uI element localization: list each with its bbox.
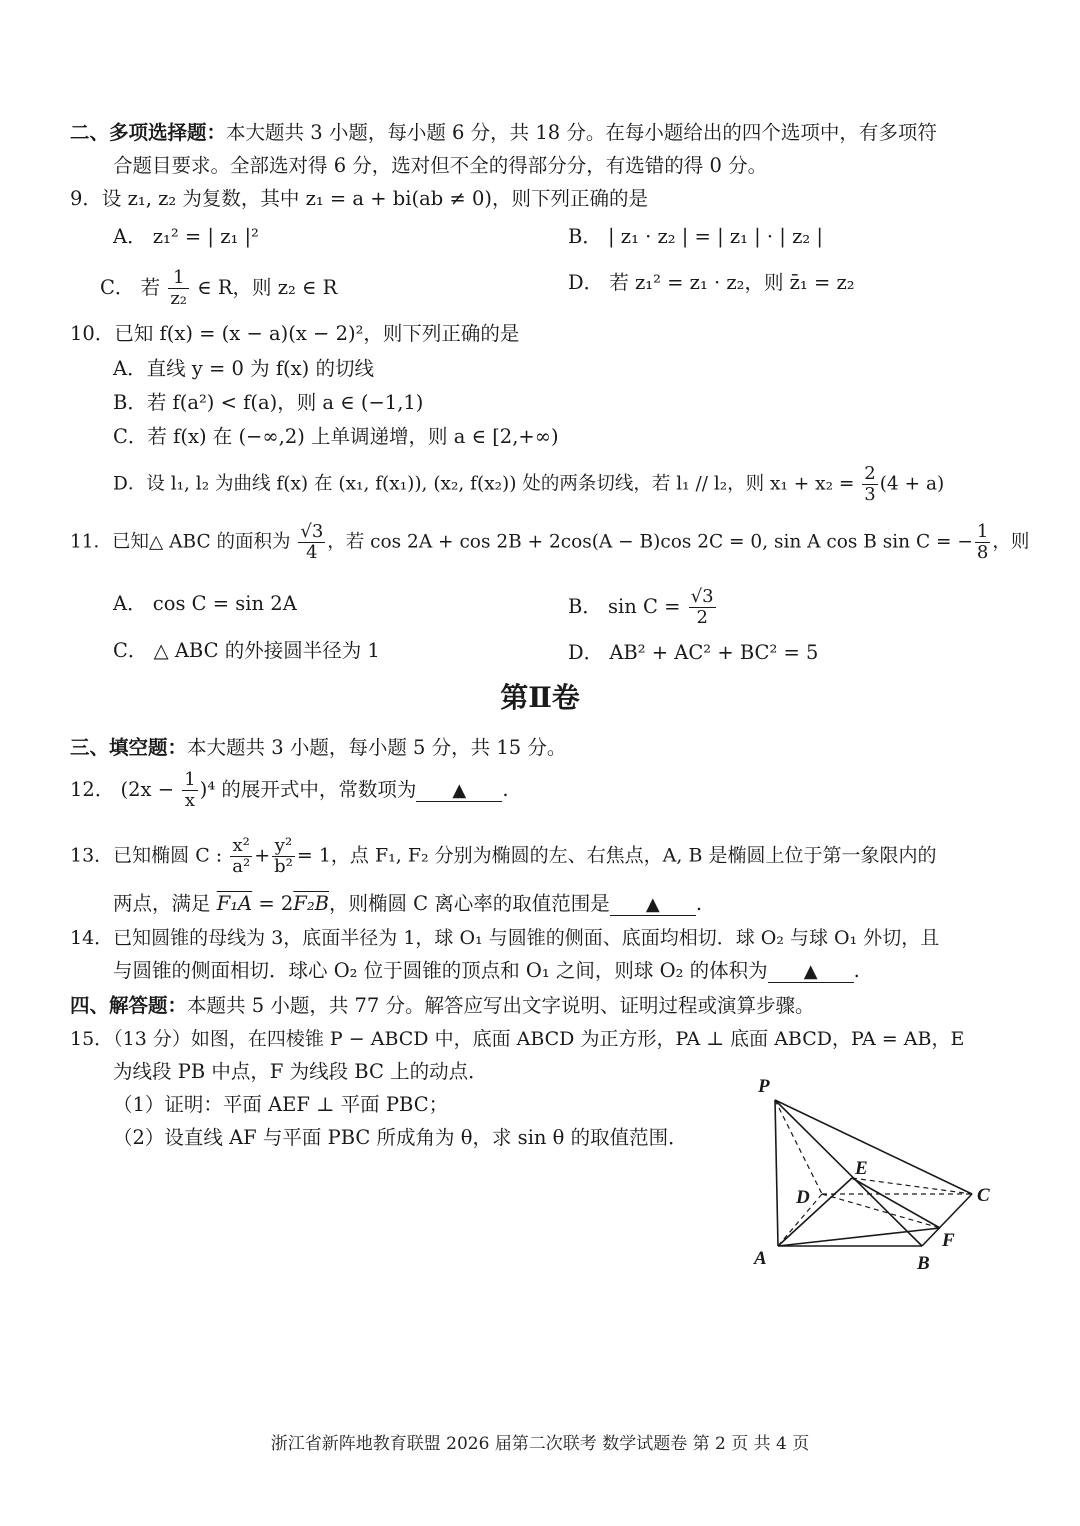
edge-af [778,1228,940,1246]
q11-stem-pre: 11．已知△ ABC 的面积为 [70,531,291,553]
label-p: P [758,1076,770,1097]
part2-title: 第Ⅱ卷 [500,681,580,714]
section2-head: 二、多项选择题： [70,121,227,144]
q11-area-num: √3 [300,521,324,542]
label-a: A [754,1248,767,1269]
q15-line1: 15．（13 分）如图，在四棱锥 P − ABCD 中，底面 ABCD 为正方形，PA ⊥ 底面 ABCD，PA = AB，E [70,1028,965,1050]
q15-part2: （2）设直线 AF 与平面 PBC 所成角为 θ，求 sin θ 的取值范围． [113,1126,688,1149]
q13-vector-f1a: F₁A [216,892,253,915]
q10-stem: 10．已知 f(x) = (x − a)(x − 2)²，则下列正确的是 [70,322,520,345]
section2-line2: 合题目要求。全部选对得 6 分，选对但不全的得部分分，有选错的得 0 分。 [113,154,768,177]
q11-option-d: D． AB² + AC² + BC² = 5 [568,641,819,664]
q11-b-fraction [689,587,716,628]
section3-head: 三、填空题： [70,736,188,759]
edge-ae [778,1178,852,1246]
q10-d-den: 3 [864,484,876,505]
q10-option-a: A．直线 y = 0 为 f(x) 的切线 [113,357,374,380]
q11-option-c: C． △ ABC 的外接圆半径为 1 [113,639,380,662]
q13-f2-num: y² [272,836,295,857]
q9-option-a: A． z₁² = | z₁ |² [113,225,259,248]
q9-c-pre: C． 若 [100,276,161,299]
q13-vector-f2b: F₂B [293,892,329,915]
q9-c-fraction [168,268,189,309]
q13-f2-den: b² [274,856,293,877]
q11-area-fraction [298,522,325,563]
q12 [70,770,1080,811]
q13-f1-num: x² [230,836,252,857]
q13-frac1 [230,836,252,877]
label-e: E [855,1158,868,1179]
q14-answer-blank[interactable]: ▲ [768,962,854,983]
q10-option-d [113,464,1080,505]
q13-f1-den: a² [232,856,251,877]
q12-fraction [182,770,197,811]
q13-line2 [113,891,1080,917]
edge-df-hidden [822,1194,940,1228]
q9-stem: 9．设 z₁, z₂ 为复数，其中 z₁ = a + bi(ab ≠ 0)，则下列正确的是 [70,187,648,210]
q14-end: . [853,959,860,982]
q13-mid: = 2 [252,892,294,915]
q10-d-post: (4 + a) [879,473,945,495]
q15-line2: 为线段 PB 中点，F 为线段 BC 上的动点． [113,1060,488,1083]
q11-option-a: A． cos C = sin 2A [113,592,297,615]
section2-heading-line [70,120,1080,146]
pyramid-figure [740,1068,1010,1278]
q13-frac2 [272,836,295,877]
q13-plus: + [254,844,271,867]
section4-text: 本题共 5 小题，共 77 分。解答应写出文字说明、证明过程或演算步骤。 [187,994,815,1017]
q11-b-num: √3 [690,586,714,607]
q10-d-fraction [862,464,877,505]
edge-pa [775,1100,778,1246]
page-footer: 浙江省新阵地教育联盟 2026 届第二次联考 数学试题卷 第 2 页 共 4 页 [270,1434,810,1454]
q13-answer-blank[interactable]: ▲ [610,895,696,916]
q11-area-den: 4 [306,542,318,563]
label-f: F [942,1230,955,1251]
section4-heading [70,993,1080,1019]
q12-post: )⁴ 的展开式中，常数项为 [199,778,417,801]
q10-option-b: B．若 f(a²) < f(a)，则 a ∈ (−1,1) [113,391,424,414]
q13-line2-pre: 两点，满足 [113,892,217,915]
edge-pc [775,1100,972,1194]
label-b: B [917,1253,930,1274]
q14-line1: 14．已知圆锥的母线为 3，底面半径为 1，球 O₁ 与圆锥的侧面、底面均相切．球 O₂ 与球 O₁ 外切，且 [70,927,940,949]
section3-heading [70,735,1080,761]
q11-val-num: 1 [976,521,989,542]
q9-option-d: D． 若 z₁² = z₁ · z₂，则 z̄₁ = z₂ [568,271,855,294]
q13-pre: 13．已知椭圆 C : [70,844,223,867]
q12-num: 1 [184,769,196,790]
q14-line2 [113,958,1080,984]
q12-end: . [502,778,509,801]
q12-den: x [184,790,196,811]
q10-option-c: C．若 f(x) 在 (−∞,2) 上单调递增，则 a ∈ [2,+∞) [113,425,559,448]
q9-option-b: B． | z₁ · z₂ | = | z₁ | · | z₂ | [568,225,823,248]
section2-line1: 本大题共 3 小题，每小题 6 分，共 18 分。在每小题给出的四个选项中，有多项符 [226,121,937,144]
q11-stem [70,522,1080,563]
edge-pd-hidden [775,1100,822,1194]
section4-head: 四、解答题： [70,994,188,1017]
q9-c-post: ∈ R，则 z₂ ∈ R [197,276,338,299]
section3-text: 本大题共 3 小题，每小题 5 分，共 15 分。 [187,736,567,759]
q11-b-pre: B． sin C = [568,595,681,618]
q11-val-fraction [975,522,990,563]
q15-part1: （1）证明：平面 AEF ⊥ 平面 PBC； [113,1093,449,1116]
label-c: C [977,1185,990,1206]
q10-d-pre: D．设 l₁, l₂ 为曲线 f(x) 在 (x₁, f(x₁)), (x₂, f(x₂)) 处的两条切线，若 l₁ // l₂，则 x₁ + x₂ = [113,473,855,495]
q13-post: = 1，点 F₁, F₂ 分别为椭圆的左、右焦点，A, B 是椭圆上位于第一象限内的 [296,844,937,867]
q11-stem-post: ，则 [992,531,1030,553]
q9-c-den: z₂ [170,288,188,309]
q9-c-num: 1 [168,268,189,289]
q13-line2-post: ，则椭圆 C 离心率的取值范围是 [328,892,610,915]
q13-end: . [695,892,703,915]
q11-stem-mid: ，若 cos 2A + cos 2B + 2cos(A − B)cos 2C = 0, sin A cos B sin C = − [327,531,973,553]
label-d: D [796,1187,810,1208]
q12-pre: 12． (2x − [70,778,175,801]
q11-option-b [568,587,1080,628]
q11-val-den: 8 [976,542,989,563]
q12-answer-blank[interactable]: ▲ [416,781,502,802]
q11-b-den: 2 [696,607,708,628]
q13-line1 [70,836,1080,877]
q14-line2-text: 与圆锥的侧面相切．球心 O₂ 位于圆锥的顶点和 O₁ 之间，则球 O₂ 的体积为 [113,959,768,982]
q10-d-num: 2 [864,463,876,484]
